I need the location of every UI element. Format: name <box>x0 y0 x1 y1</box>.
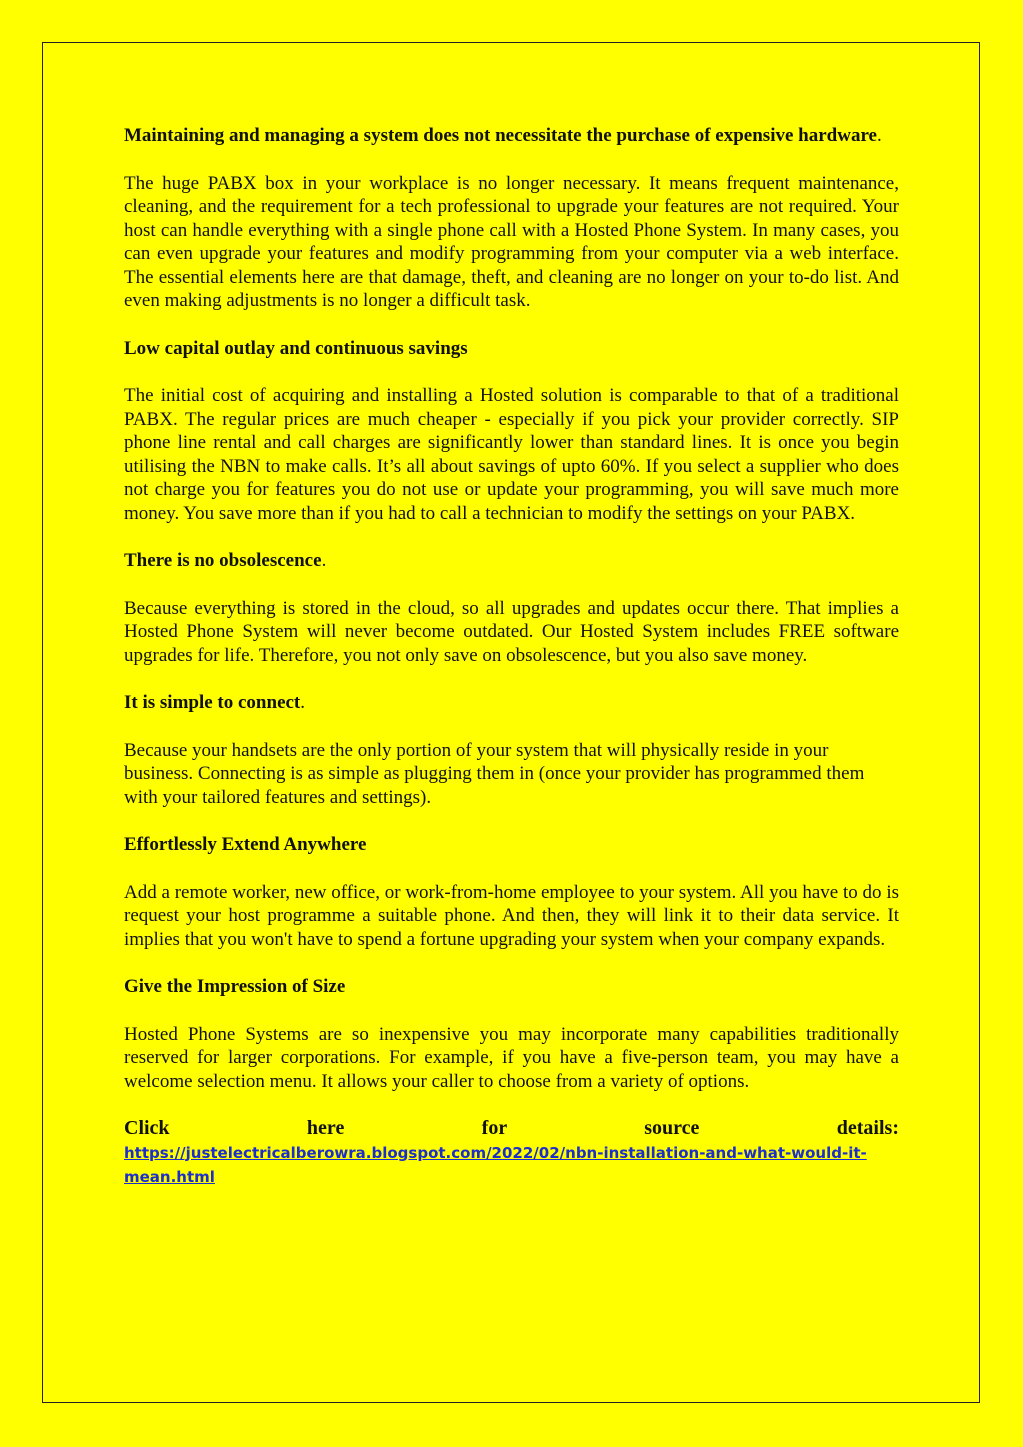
section-heading-extend: Effortlessly Extend Anywhere <box>124 834 367 855</box>
section-body-obsolescence: Because everything is stored in the cloud, so all upgrades and updates occur there. That implies a Hosted Phone System will never become outdated. Our Hosted System includes FREE software upgrades for life. Therefore, you not only save on obsolescence, but you also save money. <box>124 597 899 666</box>
section-heading-connect: It is simple to connect. <box>124 692 306 713</box>
section-heading-obsolescence: There is no obsolescence. <box>124 550 327 571</box>
source-label: Click here for source details: <box>124 1117 899 1139</box>
section-heading-savings: Low capital outlay and continuous savings <box>124 337 468 359</box>
section-body-savings: The initial cost of acquiring and installing a Hosted solution is comparable to that of a traditional PABX. The regular prices are much cheaper - especially if you pick your provider correctly. SIP phone line rental and call charges are significantly lower than standard lines. It is once you begin utilising the NBN to make calls. It’s all about savings of upto 60%. If you select a supplier who does not charge you for features you do not use or update your programming, you will save much more money. You save more than if you had to call a technician to modify the settings on your PABX. <box>124 385 899 524</box>
section-heading-size: Give the Impression of Size <box>124 976 346 997</box>
section-body-connect: Because your handsets are the only portion of your system that will physically reside in your business. Connecting is as simple as plugging them in (once your provider has programmed them with your tailored features and settings). <box>124 739 865 808</box>
source-link[interactable]: https://justelectricalberowra.blogspot.com/2022/02/nbn-installation-and-what-would-it-mean.html <box>124 1143 867 1186</box>
document-content <box>124 124 899 1190</box>
source-line <box>124 1117 899 1190</box>
section-body-extend: Add a remote worker, new office, or work-from-home employee to your system. All you have to do is request your host programme a suitable phone. And then, they will link it to their data service. It implies that you won't have to spend a fortune upgrading your system when your company expands. <box>124 881 899 950</box>
section-heading-hardware: Maintaining and managing a system does not necessitate the purchase of expensive hardware. <box>124 125 882 146</box>
section-body-hardware: The huge PABX box in your workplace is no longer necessary. It means frequent maintenance, cleaning, and the requirement for a tech professional to upgrade your features are not required. Your host can handle everything with a single phone call with a Hosted Phone System. In many cases, you can even upgrade your features and modify programming from your computer via a web interface. The essential elements here are that damage, theft, and cleaning are no longer on your to-do list. And even making adjustments is no longer a difficult task. <box>124 172 899 311</box>
section-body-size: Hosted Phone Systems are so inexpensive you may incorporate many capabilities traditionally reserved for larger corporations. For example, if you have a five-person team, you may have a welcome selection menu. It allows your caller to choose from a variety of options. <box>124 1023 899 1092</box>
